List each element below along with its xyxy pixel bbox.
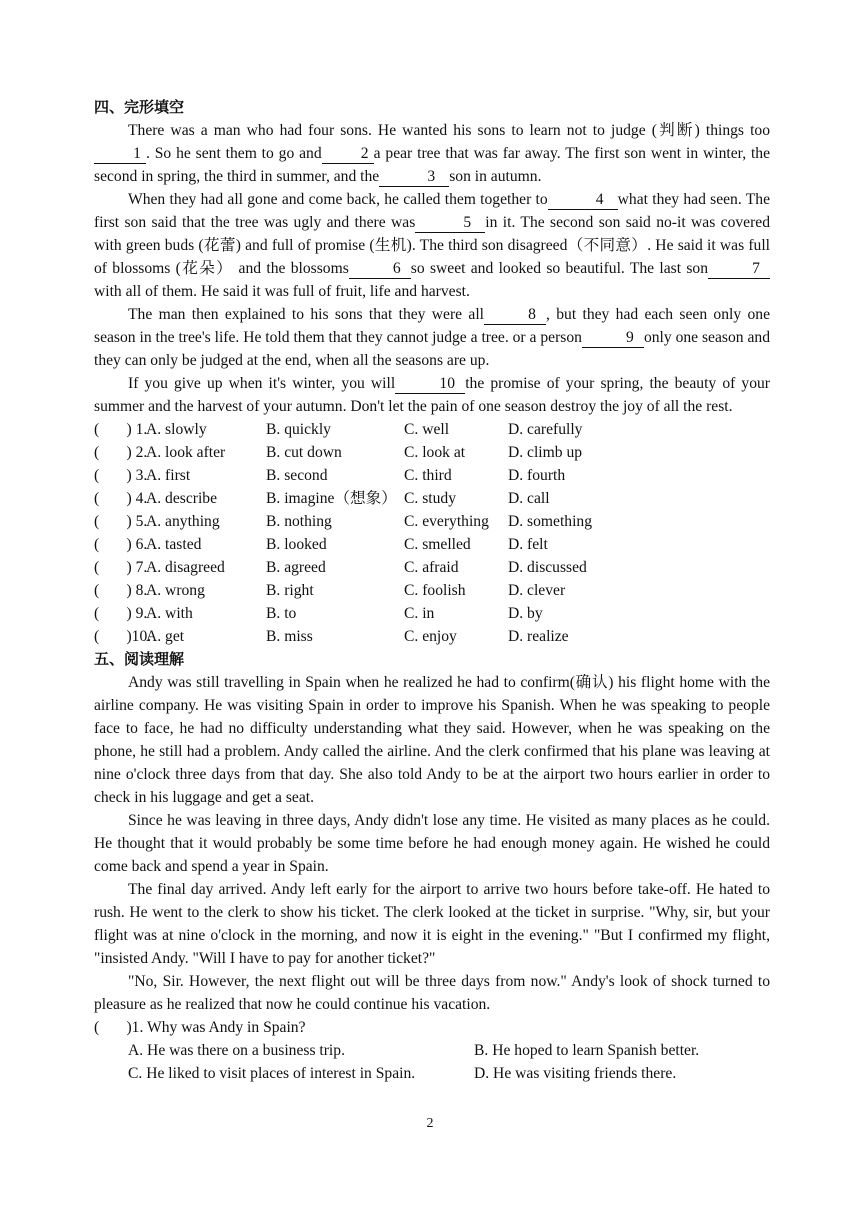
option-d: D. realize bbox=[508, 628, 569, 645]
option-d: D. carefully bbox=[508, 421, 583, 438]
paragraph-text: If you give up when it's winter, you will bbox=[128, 375, 396, 392]
answer-option-c: C. He liked to visit places of interest in Spain. bbox=[128, 1065, 416, 1082]
option-b: B. to bbox=[266, 605, 297, 622]
option-c: C. in bbox=[404, 605, 435, 622]
option-row bbox=[94, 556, 770, 579]
reading-paragraph: Since he was leaving in three days, Andy didn't lose any time. He visited as many places as he could. He thought that it would probably be some time before he had enough money again. He wished he could come back and spend a year in Spain. bbox=[94, 812, 770, 875]
reading-paragraph: The final day arrived. Andy left early for the airport to arrive two hours before take-off. He hated to rush. He went to the clerk to show his ticket. The clerk looked at the ticket in surprise. "Why, sir, but your flight was at nine o'clock in the morning, and now it is eight in the evening." "But I confirmed my flight, "insisted Andy. "Will I have to pay for another ticket?" bbox=[94, 881, 770, 967]
cloze-paragraph bbox=[94, 303, 770, 372]
option-c: C. enjoy bbox=[404, 628, 457, 645]
reading-paragraph: Andy was still travelling in Spain when he realized he had to confirm(确认) his flight home with the airline company. He was visiting Spain in order to improve his Spanish. When he was speaking to people face to face, he had no difficulty understanding what they said. However, when he was speaking on the phone, he still had a problem. Andy called the airline. And the clerk confirmed that his plane was leaving at nine o'clock three days from that day. She also told Andy to be at the airport two hours earlier in order to check in his luggage and get a seat. bbox=[94, 674, 770, 806]
option-c: C. study bbox=[404, 490, 456, 507]
reading-passage bbox=[94, 671, 770, 1016]
answer-row bbox=[94, 1039, 770, 1062]
option-b: B. right bbox=[266, 582, 314, 599]
page-number: 2 bbox=[426, 1116, 434, 1131]
blank-3: 3 bbox=[379, 167, 449, 187]
cloze-passage bbox=[94, 119, 770, 418]
option-b: B. miss bbox=[266, 628, 313, 645]
paragraph-text: . So he sent them to go and bbox=[146, 145, 322, 162]
paragraph-text: with all of them. He said it was full of fruit, life and harvest. bbox=[94, 283, 470, 300]
paragraph-text: the promise of your spring, the beauty of your summer and the harvest of your autumn. Don't let the pain of one season destroy the joy of all the rest. bbox=[94, 375, 770, 415]
blank-6: 6 bbox=[349, 259, 411, 279]
option-row bbox=[94, 418, 770, 441]
option-d: D. climb up bbox=[508, 444, 583, 461]
question-number: ( ) 1. bbox=[94, 421, 148, 438]
option-row bbox=[94, 441, 770, 464]
paragraph-text: so sweet and looked so beautiful. The last son bbox=[410, 260, 708, 277]
question-number: ( ) 6. bbox=[94, 536, 148, 553]
reading-question-1: ( )1. Why was Andy in Spain? bbox=[94, 1019, 306, 1036]
option-b: B. cut down bbox=[266, 444, 342, 461]
blank-9: 9 bbox=[582, 328, 644, 348]
answer-option-b: B. He hoped to learn Spanish better. bbox=[474, 1042, 700, 1059]
option-a: A. tasted bbox=[146, 536, 202, 553]
paragraph-text: The man then explained to his sons that they were all bbox=[128, 306, 485, 323]
cloze-paragraph bbox=[94, 188, 770, 303]
option-c: C. smelled bbox=[404, 536, 471, 553]
option-b: B. looked bbox=[266, 536, 327, 553]
question-number: ( ) 9. bbox=[94, 605, 148, 622]
answer-option-a: A. He was there on a business trip. bbox=[128, 1042, 345, 1059]
option-c: C. everything bbox=[404, 513, 489, 530]
document-page bbox=[94, 96, 770, 1085]
question-number: ( ) 5. bbox=[94, 513, 148, 530]
section-5-title: 五、阅读理解 bbox=[94, 650, 185, 668]
option-row bbox=[94, 510, 770, 533]
option-d: D. fourth bbox=[508, 467, 566, 484]
section-4-title: 四、完形填空 bbox=[94, 98, 185, 116]
paragraph-text: what they had seen. The first son said that the tree was ugly and there was bbox=[94, 191, 770, 231]
paragraph-text: When they had all gone and come back, he called them together to bbox=[128, 191, 548, 208]
option-row bbox=[94, 579, 770, 602]
option-a: A. wrong bbox=[146, 582, 205, 599]
option-a: A. first bbox=[146, 467, 191, 484]
option-a: A. disagreed bbox=[146, 559, 225, 576]
question-number: ( ) 8. bbox=[94, 582, 148, 599]
option-d: D. by bbox=[508, 605, 543, 622]
cloze-options bbox=[94, 418, 770, 648]
paragraph-text: There was a man who had four sons. He wanted his sons to learn not to judge (判断) things too bbox=[128, 122, 770, 139]
answer-option-d: D. He was visiting friends there. bbox=[474, 1065, 677, 1082]
option-row bbox=[94, 464, 770, 487]
reading-paragraph: "No, Sir. However, the next flight out will be three days from now." Andy's look of shock turned to pleasure as he realized that now he could continue his vacation. bbox=[94, 973, 770, 1013]
blank-7: 7 bbox=[708, 259, 770, 279]
option-d: D. discussed bbox=[508, 559, 587, 576]
option-d: D. call bbox=[508, 490, 550, 507]
blank-1: 1 bbox=[94, 144, 146, 164]
option-a: A. describe bbox=[146, 490, 218, 507]
option-row bbox=[94, 533, 770, 556]
blank-2: 2 bbox=[322, 144, 374, 164]
option-a: A. anything bbox=[146, 513, 220, 530]
option-c: C. well bbox=[404, 421, 450, 438]
option-b: B. agreed bbox=[266, 559, 326, 576]
option-c: C. foolish bbox=[404, 582, 466, 599]
blank-5: 5 bbox=[415, 213, 485, 233]
option-b: B. second bbox=[266, 467, 328, 484]
option-row bbox=[94, 602, 770, 625]
paragraph-text: only one season and they can only be judged at the end, when all the seasons are up. bbox=[94, 329, 770, 369]
option-a: A. with bbox=[146, 605, 193, 622]
blank-10: 10 bbox=[395, 374, 465, 394]
question-number: ( ) 4. bbox=[94, 490, 148, 507]
paragraph-text: , but they had each seen only one season in the tree's life. He told them that they cannot judge a tree. or a person bbox=[94, 306, 771, 346]
question-number: ( )10. bbox=[94, 628, 152, 645]
option-a: A. get bbox=[146, 628, 185, 645]
question-number: ( ) 2. bbox=[94, 444, 148, 461]
answer-row bbox=[94, 1062, 770, 1085]
option-row bbox=[94, 625, 770, 648]
blank-8: 8 bbox=[484, 305, 546, 325]
option-row bbox=[94, 487, 770, 510]
cloze-paragraph bbox=[94, 372, 770, 418]
paragraph-text: son in autumn. bbox=[449, 168, 542, 185]
option-d: D. felt bbox=[508, 536, 548, 553]
option-b: B. quickly bbox=[266, 421, 331, 438]
option-a: A. slowly bbox=[146, 421, 207, 438]
option-d: D. something bbox=[508, 513, 593, 530]
question-number: ( ) 3. bbox=[94, 467, 148, 484]
paragraph-text: a pear tree that was far away. The first son went in winter, the second in spring, the third in summer, and the bbox=[94, 145, 770, 185]
option-c: C. third bbox=[404, 467, 452, 484]
question-number: ( ) 7. bbox=[94, 559, 148, 576]
option-d: D. clever bbox=[508, 582, 566, 599]
blank-4: 4 bbox=[548, 190, 618, 210]
option-b: B. nothing bbox=[266, 513, 332, 530]
option-c: C. look at bbox=[404, 444, 466, 461]
option-c: C. afraid bbox=[404, 559, 459, 576]
cloze-paragraph bbox=[94, 119, 770, 188]
paragraph-text: in it. The second son said no-it was covered with green buds (花蕾) and full of promise (生机). The third son disagreed（不同意）. He said it was full of blossoms (花朵） and the blossoms bbox=[94, 214, 770, 277]
option-b: B. imagine（想象） bbox=[266, 490, 397, 507]
option-a: A. look after bbox=[146, 444, 226, 461]
